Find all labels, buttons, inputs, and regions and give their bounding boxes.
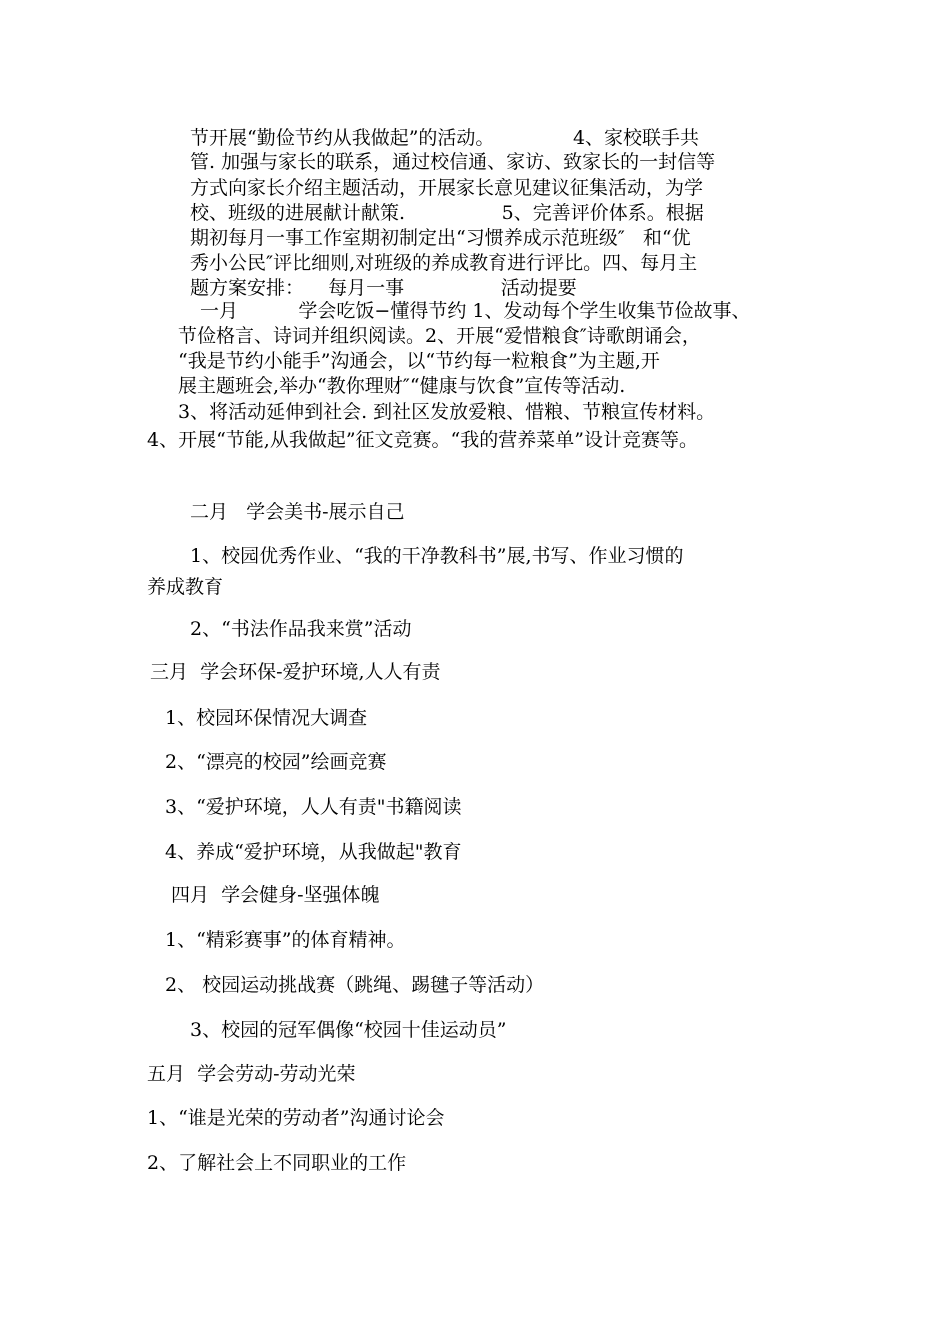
text-line: 4、开展“节能,从我做起”征文竞赛。“我的营养菜单”设计竞赛等。 [147,429,698,451]
text-line: 2、 校园运动挑战赛（跳绳、踢毽子等活动） [165,974,545,996]
text-line: 一月 学会吃饭−懂得节约 1、发动每个学生收集节俭故事、 [200,300,751,322]
text-line: 1、校园优秀作业、“我的干净教科书”展,书写、作业习惯的 [190,545,684,567]
text-line: 节开展“勤俭节约从我做起”的活动。 4、家校联手共 [190,127,700,149]
text-line: 2、“书法作品我来赏”活动 [190,618,412,640]
section-title-february: 二月 学会美书-展示自己 [190,501,405,523]
text-line: 2、了解社会上不同职业的工作 [147,1152,407,1174]
text-line: 题方案安排： 每月一事 活动提要 [190,277,577,299]
text-line: 节俭格言、诗词并组织阅读。2、开展“爱惜粮食″诗歌朗诵会， [178,325,701,347]
text-line: 展主题班会,举办“教你理财″“健康与饮食”宣传等活动. [178,375,626,397]
text-line: 1、校园环保情况大调查 [165,707,368,729]
text-line: 1、“谁是光荣的劳动者”沟通讨论会 [147,1107,445,1129]
text-line: “我是节约小能手”沟通会，以“节约每一粒粮食”为主题,开 [178,350,660,372]
text-line: 3、校园的冠军偶像“校园十佳运动员” [190,1019,507,1041]
text-line: 秀小公民″评比细则,对班级的养成教育进行评比。四、每月主 [190,252,698,274]
text-line: 校、班级的进展献计献策. 5、完善评价体系。根据 [190,202,704,224]
text-line: 期初每月一事工作室期初制定出“习惯养成示范班级″ 和“优 [190,227,691,249]
text-line: 管. 加强与家长的联系，通过校信通、家访、致家长的一封信等 [190,151,716,173]
section-title-march: 三月 学会环保-爱护环境,人人有责 [150,661,441,683]
section-title-april: 四月 学会健身-坚强体魄 [171,884,380,906]
text-line: 4、养成“爱护环境，从我做起"教育 [165,841,462,863]
text-line: 1、“精彩赛事”的体育精神。 [165,929,406,951]
text-line: 3、将活动延伸到社会. 到社区发放爱粮、惜粮、节粮宣传材料。 [178,401,716,423]
text-line: 2、“漂亮的校园”绘画竞赛 [165,751,387,773]
text-line: 方式向家长介绍主题活动，开展家长意见建议征集活动，为学 [190,177,704,199]
text-line: 养成教育 [147,576,224,598]
text-line: 3、“爱护环境，人人有责"书籍阅读 [165,796,462,818]
section-title-may: 五月 学会劳动-劳动光荣 [147,1063,356,1085]
